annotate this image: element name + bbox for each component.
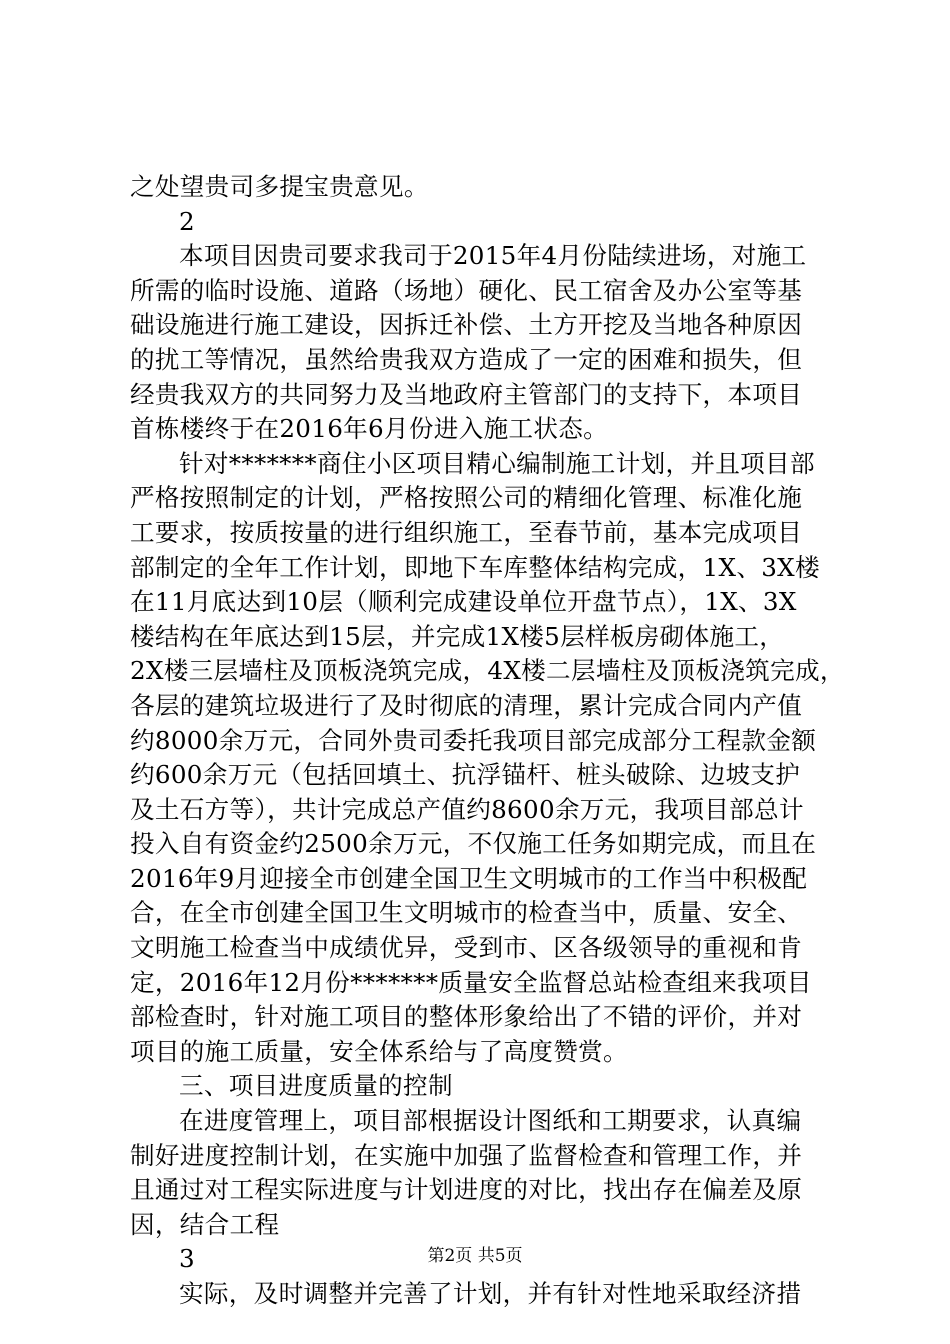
text-line: 楼结构在年底达到15层，并完成1X楼5层样板房砌体施工， <box>130 621 785 651</box>
text-line: 投入自有资金约2500余万元，不仅施工任务如期完成，而且在 <box>130 829 817 859</box>
text-line: 经贵我双方的共同努力及当地政府主管部门的支持下，本项目 <box>130 379 803 409</box>
text-line: 定，2016年12月份*******质量安全监督总站检查组来我项目 <box>130 967 812 997</box>
text-line: 制好进度控制计划，在实施中加强了监督检查和管理工作，并 <box>130 1140 803 1170</box>
text-line: 文明施工检查当中成绩优异，受到市、区各级领导的重视和肯 <box>130 933 803 963</box>
text-line: 首栋楼终于在2016年6月份进入施工状态。 <box>130 414 609 444</box>
text-line: 严格按照制定的计划，严格按照公司的精细化管理、标准化施 <box>130 483 803 513</box>
paragraph-start: 实际，及时调整并完善了计划，并有针对性地采取经济措 <box>179 1279 802 1308</box>
text-line: 2016年9月迎接全市创建全国卫生文明城市的工作当中积极配 <box>130 863 808 893</box>
text-line: 因，结合工程 <box>130 1209 280 1239</box>
page-footer <box>0 1246 950 1266</box>
page-number-label: 第2页 共5页 <box>427 1246 523 1266</box>
paragraph-start: 针对*******商住小区项目精心编制施工计划，并且项目部 <box>179 448 815 478</box>
text-line: 约8000余万元，合同外贵司委托我项目部完成部分工程款金额 <box>130 725 817 755</box>
text-line: 之处望贵司多提宝贵意见。 <box>130 172 429 201</box>
text-line: 项目的施工质量，安全体系给与了高度赞赏。 <box>130 1036 628 1066</box>
text-line: 础设施进行施工建设，因拆迁补偿、土方开挖及当地各种原因 <box>130 310 803 340</box>
text-line: 合，在全市创建全国卫生文明城市的检查当中，质量、安全、 <box>130 898 803 928</box>
page-marker: 2 <box>179 206 195 236</box>
text-line: 部检查时，针对施工项目的整体形象给出了不错的评价，并对 <box>130 1002 803 1032</box>
section-heading: 三、项目进度质量的控制 <box>179 1071 453 1101</box>
text-line: 及土石方等），共计完成总产值约8600余万元，我项目部总计 <box>130 794 804 824</box>
text-line: 所需的临时设施、道路（场地）硬化、民工宿舍及办公室等基 <box>130 275 803 305</box>
body-text <box>130 170 845 1312</box>
text-line: 在11月底达到10层（顺利完成建设单位开盘节点），1X、3X <box>130 587 797 617</box>
paragraph-start: 本项目因贵司要求我司于2015年4月份陆续进场，对施工 <box>179 241 807 271</box>
page-marker: 3 <box>179 1244 195 1274</box>
text-line: 且通过对工程实际进度与计划进度的对比，找出存在偏差及原 <box>130 1175 803 1205</box>
text-line: 部制定的全年工作计划，即地下车库整体结构完成，1X、3X楼 <box>130 552 820 582</box>
text-line: 约600余万元（包括回填土、抗浮锚杆、桩头破除、边坡支护 <box>130 760 801 790</box>
text-line: 各层的建筑垃圾进行了及时彻底的清理，累计完成合同内产值 <box>130 690 803 720</box>
text-line: 的扰工等情况，虽然给贵我双方造成了一定的困难和损失，但 <box>130 344 803 374</box>
text-line: 工要求，按质按量的进行组织施工，至春节前，基本完成项目 <box>130 517 803 547</box>
paragraph-start: 在进度管理上，项目部根据设计图纸和工期要求，认真编 <box>179 1106 802 1136</box>
text-line: 2X楼三层墙柱及顶板浇筑完成，4X楼二层墙柱及顶板浇筑完成， <box>130 656 845 686</box>
